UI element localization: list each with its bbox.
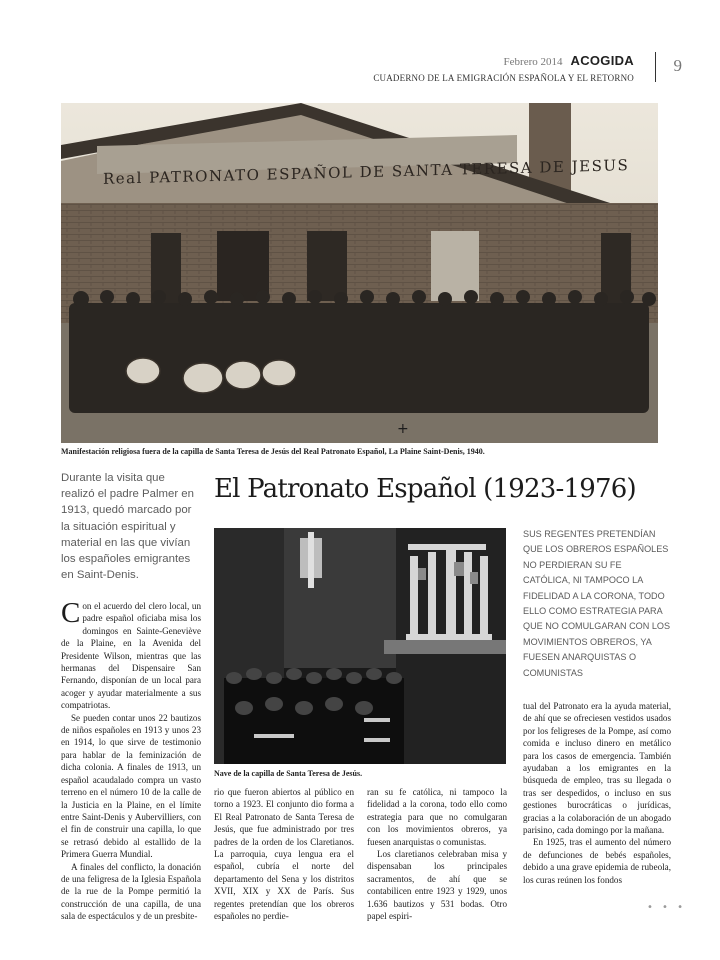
body-column-2	[214, 786, 354, 922]
pull-quote: SUS REGENTES PRETENDÍAN QUE LOS OBREROS ESPAÑOLES NO PERDIERAN SU FE CATÓLICA, NI TAMPOCO LA FIDELIDAD A LA CORONA, TODO ELLO COMO ESTRATEGIA PARA QUE NO COMULGARAN CON LOS MOVIMIENTOS OBREROS, YA FUESEN ANARQUISTAS O COMUNISTAS	[523, 529, 671, 678]
middle-photo-caption: Nave de la capilla de Santa Teresa de Jesús.	[214, 769, 363, 778]
body-paragraph: Se pueden contar unos 22 bautizos de niños españoles en 1913 y unos 23 en 1914, lo que sirve de testimonio para hablar de la feminización de dicha colonia. A finales de 1913, un español acaudalado compra un vasto terreno en el número 10 de la calle de la Justicia en la Plaine, en el límite entre Saint-Denis y Aubervilliers, con el fin de construir una capilla, lo que se retrasó debido al estallido de la Primera Guerra Mundial.	[61, 712, 201, 860]
body-paragraph: En 1925, tras el aumento del número de defunciones de bebés españoles, debido a una grave epidemia de rubeola, los curas reúnen los fondos	[523, 837, 671, 885]
chapel-nave-illustration	[214, 528, 506, 764]
page-number: 9	[673, 56, 682, 75]
drop-cap: C	[61, 597, 81, 629]
page-header	[270, 52, 690, 86]
body-paragraph: Los claretianos celebraban misa y dispensaban los principales sacramentos, de ahí que se contabilicen entre 1923 y 1929, unos 1.636 bautizos y 531 bodas. Otro papel espiri-	[367, 849, 507, 922]
body-paragraph: rio que fueron abiertos al público en torno a 1923. El conjunto dio forma a El Real Patronato de Santa Teresa de Jesús, que fue administrado por tres padres de la orden de los Claretianos. La parroquia, cuya lengua era el español, cubría el norte del departamento del Sena y los distritos XVII, XIX y XX de París. Sus regentes pretendían que los obreros españoles no perdie-	[214, 787, 354, 922]
body-column-3	[367, 786, 507, 922]
body-paragraph: ran su fe católica, ni tampoco la fidelidad a la corona, todo ello como estrategia para que no comulgaran con los movimientos obreros, ya fuesen anarquistas o comunistas.	[367, 787, 507, 847]
body-paragraph: A finales del conflicto, la donación de una feligresa de la Iglesia Española de la rue de la Pompe permitió la construcción de una capilla, de una sala de espectáculos y de un presbite-	[61, 861, 201, 922]
top-photo-illustration	[61, 103, 658, 443]
svg-text:+: +	[397, 421, 409, 437]
body-paragraph	[61, 597, 201, 712]
issue-date: Febrero 2014	[503, 56, 563, 68]
body-column-4	[523, 700, 671, 886]
header-divider	[655, 52, 656, 82]
article-title: El Patronato Español (1923-1976)	[214, 474, 636, 504]
body-paragraph: tual del Patronato era la ayuda material, de ahí que se ofreciesen vestidos usados por los feligreses de la Pompe, así como comida e incluso dinero en metálico para los casos de emergencia. También ayudaban a los emigrantes en la búsqueda de empleo, tras su llegada o tras ser despedidos, o incluso en sus gestiones burocráticas o jurídicas, gracias a la colaboración de un abogado parisino, cada domingo por la mañana.	[523, 701, 671, 836]
facade-sign: Real PATRONATO ESPAÑOL DE SANTA TERESA DE JESUS	[103, 156, 630, 188]
publication-subtitle: CUADERNO DE LA EMIGRACIÓN ESPAÑOLA Y EL RETORNO	[373, 73, 634, 83]
header-meta	[373, 52, 634, 83]
top-photo	[61, 103, 658, 443]
body-column-1	[61, 597, 201, 923]
middle-photo	[214, 528, 506, 764]
publication-name: ACOGIDA	[570, 53, 634, 68]
intro-standfirst: Durante la visita que realizó el padre Palmer en 1913, quedó marcado por la situación espiritual y material en las que vivían los españoles emigrantes en Saint-Denis.	[61, 472, 194, 582]
continue-marker: • • •	[646, 902, 686, 913]
top-photo-caption: Manifestación religiosa fuera de la capilla de Santa Teresa de Jesús del Real Patronato Español, La Plaine Saint-Denis, 1940.	[61, 447, 485, 456]
paragraph-text: on el acuerdo del clero local, un padre español oficiaba misa los domingos en Sainte-Geneviève de la Plaine, en la Avenida del Presidente Wilson, mientras que las hermanas del Dispensaire San Fernando, disponían de un local para acoger y ayudar materialmente a sus compatriotas.	[61, 601, 201, 711]
